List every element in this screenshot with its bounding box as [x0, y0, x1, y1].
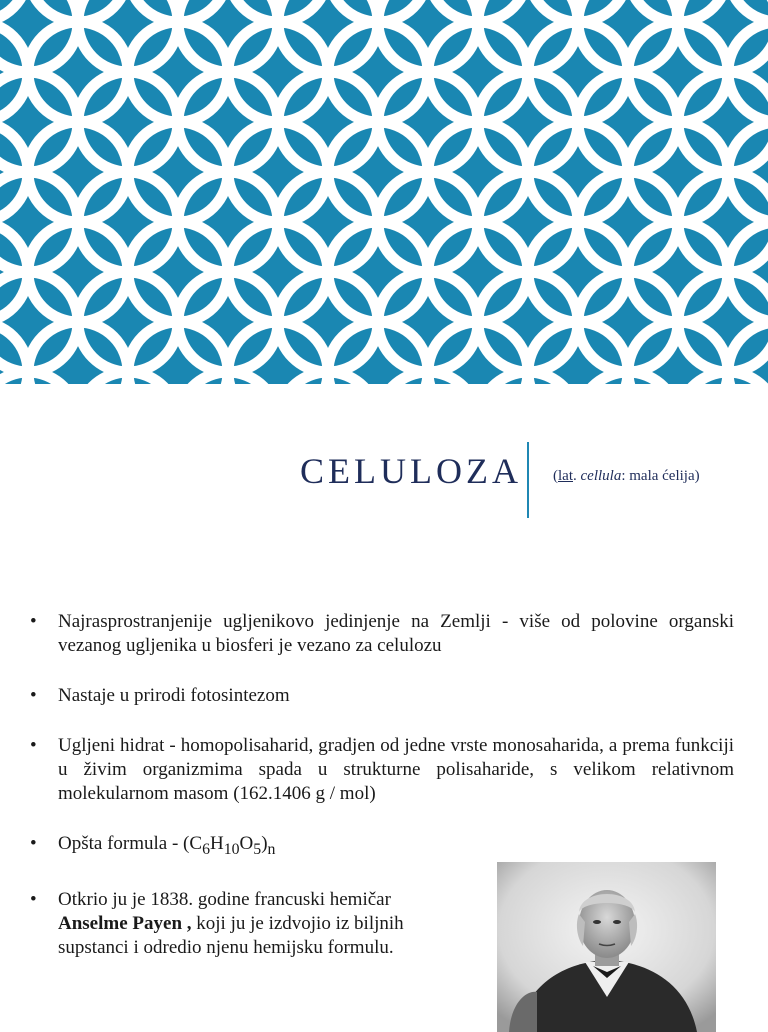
bullet-icon: •: [30, 833, 37, 854]
list-item: • Najrasprostranjenije ugljenikovo jedinjenje na Zemlji - više od polovine organski vezanog ugljenika u biosferi je vezano za celulozu: [30, 611, 734, 656]
lat-abbrev: lat: [558, 468, 573, 484]
bullet-icon: •: [30, 735, 37, 756]
list-item: [30, 832, 734, 862]
title-row: [0, 430, 768, 530]
list-item: • Nastaje u prirodi fotosintezom: [30, 685, 290, 706]
banner-pattern: [0, 0, 768, 384]
bullet-icon: •: [30, 888, 37, 910]
latin-word: cellula: [580, 468, 622, 484]
list-item: • Ugljeni hidrat - homopolisaharid, gradjen od jedne vrste monosaharida, a prema funkciji u živim organizmima spada u strukturne polisaharide, s velikom relativnom molekularnom masom (162.1406 g / mol): [30, 735, 734, 804]
formula: Opšta formula - $(C_6H_{10}O_5)_n$: [58, 833, 276, 858]
title-divider: [527, 442, 529, 518]
bullet-icon: •: [30, 685, 37, 706]
decorative-banner: [0, 0, 768, 384]
discoverer-name: Anselme Payen ,: [58, 912, 192, 934]
list-item: • Otkrio ju je 1838. godine francuski hemičar Anselme Payen , koji ju je izdvojio iz biljnih supstanci i odredio njenu hemijsku formulu.: [30, 888, 404, 958]
portrait-photo: [497, 862, 716, 1032]
slide-title: CELULOZA: [300, 451, 522, 491]
slide-subtitle: (lat. cellula: mala ćelija): [553, 468, 700, 484]
bullet-icon: •: [30, 611, 37, 632]
